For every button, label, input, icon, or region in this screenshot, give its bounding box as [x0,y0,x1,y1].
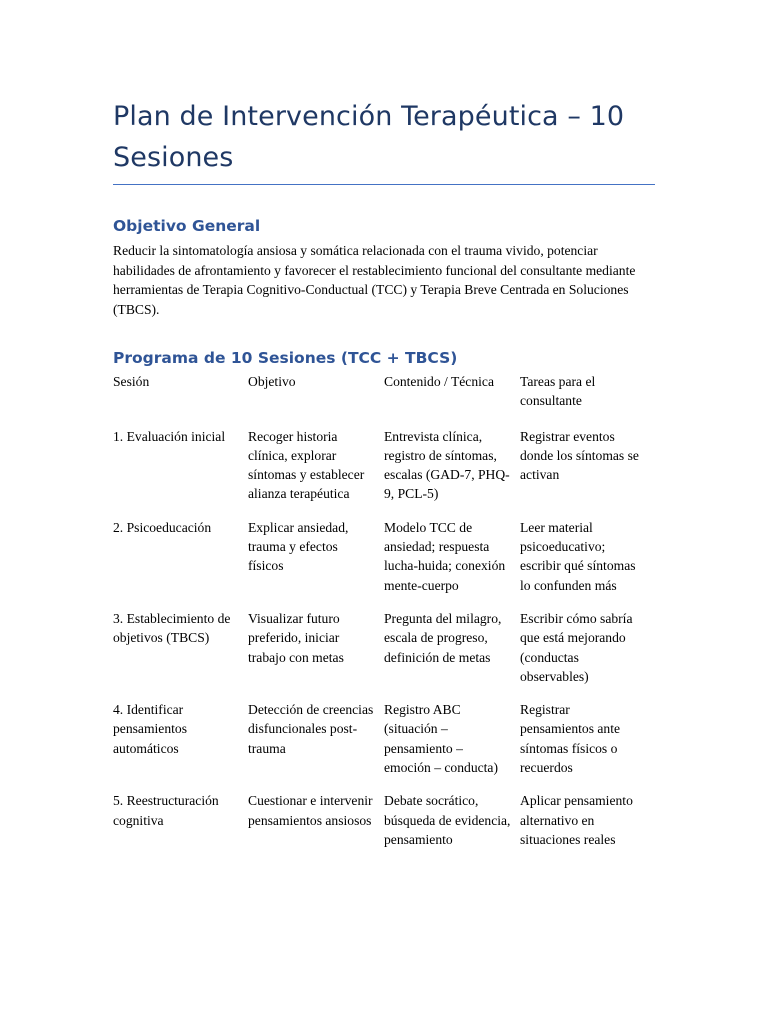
content-cell: Debate socrático, búsqueda de evidencia, pensamiento [384,793,511,847]
objective-cell: Cuestionar e intervenir pensamientos ansiosos [248,793,373,828]
objective-cell: Detección de creencias disfuncionales post-trauma [248,702,374,756]
table-row [113,698,655,789]
session-cell: 2. Psicoeducación [113,519,212,535]
column-header-tasks: Tareas para el consultante [520,374,596,409]
objective-paragraph: Reducir la sintomatología ansiosa y somática relacionada con el trauma vivido, potenciar habilidades de afrontamiento y favorecer el restablecimiento funcional del consultante mediante herramientas de Terapia Cognitivo-Conductual (TCC) y Terapia Breve Centrada en Soluciones (TBCS). [113,243,636,317]
content-cell: Entrevista clínica, registro de síntomas, escalas (GAD-7, PHQ-9, PCL-5) [384,428,510,502]
tasks-cell: Escribir cómo sabría que está mejorando (conductas observables) [520,610,633,684]
table-header-row [113,370,655,425]
sessions-table [113,370,655,861]
session-cell: 3. Establecimiento de objetivos (TBCS) [113,610,231,646]
column-header-content: Contenido / Técnica [384,374,494,389]
title-divider [113,184,655,185]
content-cell: Pregunta del milagro, escala de progreso, definición de metas [384,610,502,665]
session-cell: 1. Evaluación inicial [113,428,226,444]
content-cell: Modelo TCC de ansiedad; respuesta lucha-huida; conexión mente-cuerpo [384,519,506,593]
tasks-cell: Registrar pensamientos ante síntomas físicos o recuerdos [520,702,621,776]
tasks-cell: Aplicar pensamiento alternativo en situaciones reales [520,793,633,847]
objective-heading: Objetivo General [113,217,261,235]
program-heading: Programa de 10 Sesiones (TCC + TBCS) [113,349,458,367]
table-row [113,789,655,861]
session-cell: 5. Reestructuración cognitiva [113,793,219,828]
column-header-session: Sesión [113,374,150,389]
objective-cell: Recoger historia clínica, explorar síntomas y establecer alianza terapéutica [248,428,365,502]
tasks-cell: Leer material psicoeducativo; escribir qué síntomas lo confunden más [520,519,636,593]
document-title: Plan de Intervención Terapéutica – 10 Sesiones [113,101,625,173]
column-header-objective: Objetivo [248,374,296,389]
document-page [113,96,655,861]
table-row [113,425,655,516]
session-cell: 4. Identificar pensamientos automáticos [113,702,187,756]
objective-cell: Visualizar futuro preferido, iniciar trabajo con metas [248,610,344,665]
content-cell: Registro ABC (situación – pensamiento – emoción – conducta) [384,702,498,776]
tasks-cell: Registrar eventos donde los síntomas se activan [520,428,639,483]
table-row [113,607,655,698]
table-row [113,516,655,607]
objective-cell: Explicar ansiedad, trauma y efectos físicos [248,519,349,574]
